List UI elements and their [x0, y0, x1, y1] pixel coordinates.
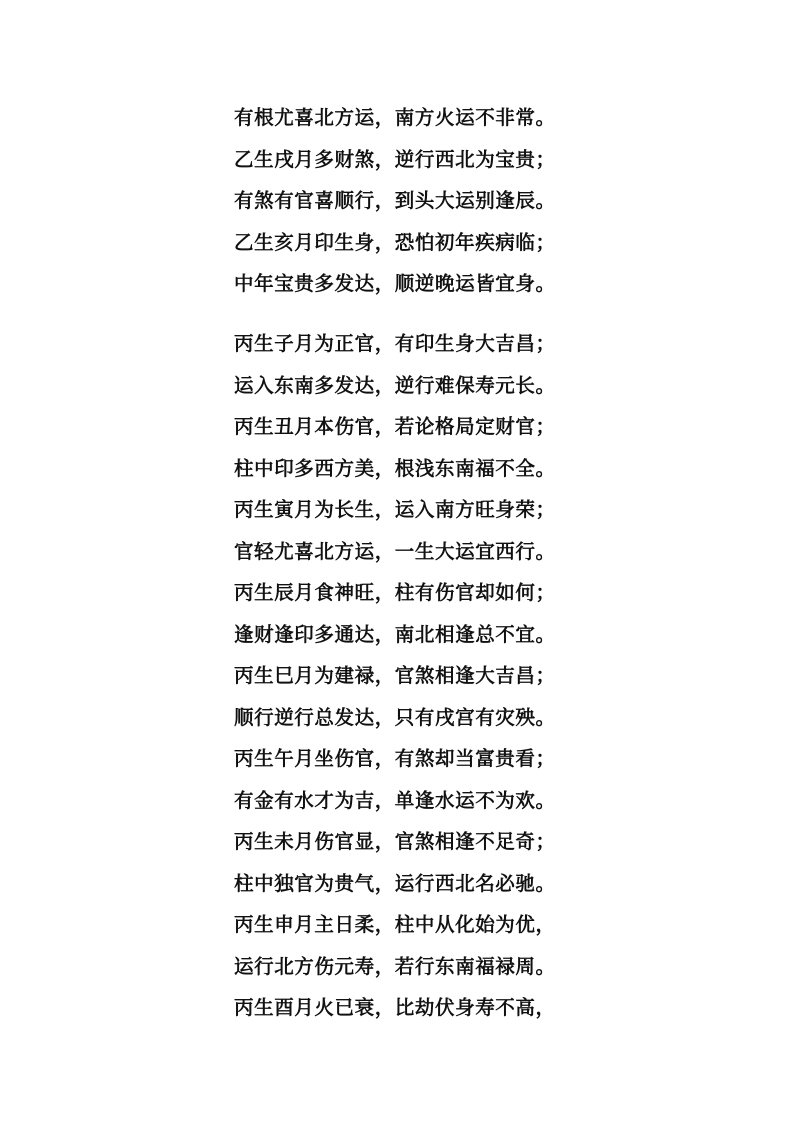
- verse-line: 丙生巳月为建禄，官煞相逢大吉昌；: [234, 664, 556, 687]
- verse-line: 丙生寅月为长生，运入南方旺身荣；: [234, 498, 556, 521]
- verse-line: 有根尤喜北方运，南方火运不非常。: [234, 106, 556, 129]
- verse-line: 丙生子月为正官，有印生身大吉昌；: [234, 332, 556, 355]
- verse-line: 乙生戌月多财煞，逆行西北为宝贵；: [234, 147, 556, 171]
- verse-line: 柱中印多西方美，根浅东南福不全。: [234, 456, 556, 480]
- verse-line: 丙生酉月火已衰，比劫伏身寿不高，: [234, 996, 556, 1019]
- verse-line: 顺行逆行总发达，只有戌宫有灾殃。: [234, 705, 556, 729]
- verse-line: 有煞有官喜顺行，到头大运别逢辰。: [234, 189, 556, 212]
- verse-line: 柱中独官为贵气，运行西北名必驰。: [234, 871, 556, 895]
- verse-line: 运入东南多发达，逆行难保寿元长。: [234, 373, 556, 397]
- verse-line: 丙生辰月食神旺，柱有伤官却如何；: [234, 581, 556, 604]
- verse-line: 官轻尤喜北方运，一生大运宜西行。: [234, 539, 556, 563]
- verse-line: 乙生亥月印生身，恐怕初年疾病临；: [234, 230, 556, 254]
- verse-line: 中年宝贵多发达，顺逆晚运皆宜身。: [234, 272, 556, 295]
- verse-line: 运行北方伤元寿，若行东南福禄周。: [234, 954, 556, 978]
- verse-line: 逢财逢印多通达，南北相逢总不宜。: [234, 622, 556, 646]
- verse-stanza-2: [234, 325, 556, 1031]
- verse-line: 丙生丑月本伤官，若论格局定财官；: [234, 415, 556, 438]
- verse-stanza-1: [234, 99, 556, 307]
- verse-line: 丙生申月主日柔，柱中从化始为优，: [234, 913, 556, 936]
- verse-line: 丙生午月坐伤官，有煞却当富贵看；: [234, 747, 556, 770]
- verse-line: 有金有水才为吉，单逢水运不为欢。: [234, 788, 556, 812]
- verse-line: 丙生未月伤官显，官煞相逢不足奇；: [234, 830, 556, 853]
